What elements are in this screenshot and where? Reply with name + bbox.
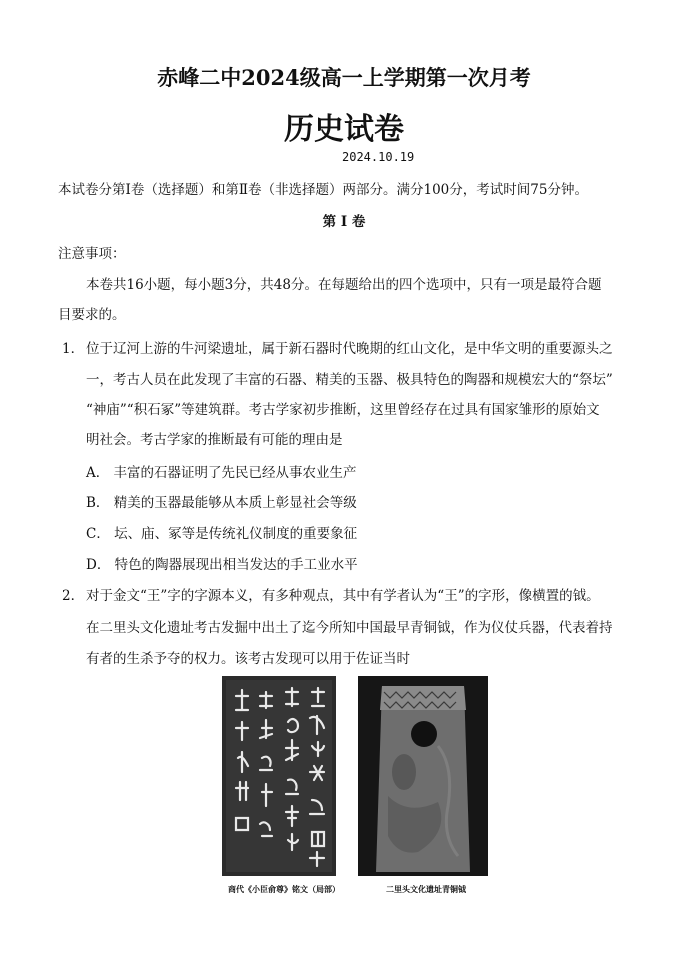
option-text: 坛、庙、冢等是传统礼仪制度的重要象征 <box>114 526 358 542</box>
question-line: 一，考古人员在此发现了丰富的石器、精美的玉器、极具特色的陶器和规模宏大的“祭坛” <box>86 372 613 388</box>
question-line: 明社会。考古学家的推断最有可能的理由是 <box>86 432 343 448</box>
part-label: 第 Ⅰ 卷 <box>322 214 366 230</box>
option-c[interactable] <box>86 522 357 542</box>
question-number: 2． <box>62 588 85 604</box>
option-letter: D． <box>86 557 111 573</box>
question-line: “神庙”“积石冢”等建筑群。考古学家初步推断，这里曾经存在过具有国家雏形的原始文 <box>86 402 600 418</box>
option-text: 特色的陶器展现出相当发达的手工业水平 <box>114 557 358 573</box>
option-text: 丰富的石器证明了先民已经从事农业生产 <box>113 465 357 481</box>
option-d[interactable] <box>86 553 358 573</box>
left-figure-caption: 商代《小臣俞尊》铭文（局部） <box>228 885 340 894</box>
notice-label: 注意事项： <box>58 246 126 262</box>
school-title: 赤峰二中2024级高一上学期第一次月考 <box>157 65 531 90</box>
question-number: 1． <box>62 341 85 357</box>
exam-date: 2024.10.19 <box>342 150 415 164</box>
option-text: 精美的玉器最能够从本质上彰显社会等级 <box>113 495 357 511</box>
option-letter: B． <box>86 495 110 511</box>
notice-line: 本卷共16小题，每小题3分，共48分。在每题给出的四个选项中，只有一项是最符合题 <box>86 277 602 293</box>
bronze-axe-image <box>358 676 488 876</box>
inscription-rubbing-image <box>222 676 336 876</box>
option-letter: C． <box>86 526 110 542</box>
question-line: 对于金文“王”字的字源本义，有多种观点，其中有学者认为“王”的字形，像横置的钺。 <box>86 588 600 604</box>
subject-title: 历史试卷 <box>284 112 404 147</box>
rubbing-drawing <box>222 676 336 876</box>
notice-line: 目要求的。 <box>58 307 126 323</box>
bronze-axe-drawing <box>358 676 488 876</box>
option-letter: A． <box>86 465 110 481</box>
question-line: 有者的生杀予夺的权力。该考古发现可以用于佐证当时 <box>86 651 410 667</box>
question-line: 在二里头文化遗址考古发掘中出土了迄今所知中国最早青铜钺，作为仪仗兵器，代表着持 <box>86 620 613 636</box>
question-line: 位于辽河上游的牛河梁遗址，属于新石器时代晚期的红山文化，是中华文明的重要源头之 <box>86 341 613 357</box>
option-b[interactable] <box>86 491 357 511</box>
right-figure-caption: 二里头文化遗址青铜钺 <box>386 885 466 894</box>
option-a[interactable] <box>86 461 357 481</box>
intro-text: 本试卷分第Ⅰ卷（选择题）和第Ⅱ卷（非选择题）两部分。满分100分，考试时间75分钟。 <box>58 182 588 198</box>
